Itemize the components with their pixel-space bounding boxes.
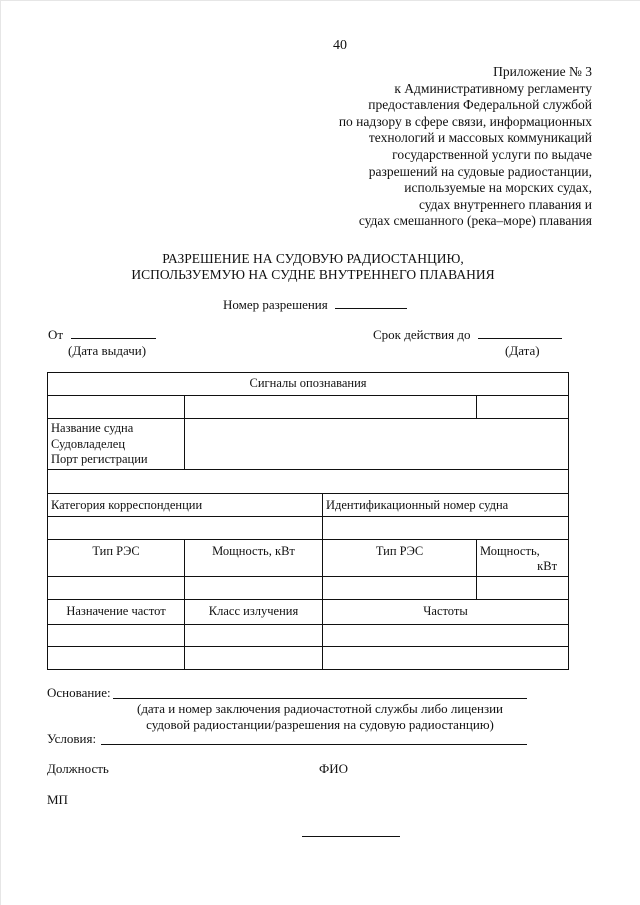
seal-label: МП [47, 792, 68, 807]
port-label: Порт регистрации [51, 452, 148, 467]
power-header-line: Мощность, [480, 543, 540, 558]
name-label: ФИО [319, 761, 349, 776]
appendix-line: государственной услуги по выдаче [392, 146, 592, 162]
page-number: 40 [333, 38, 347, 53]
freq-purpose-value[interactable] [48, 624, 185, 646]
frequencies-value[interactable] [323, 646, 569, 669]
emission-class-value[interactable] [185, 624, 323, 646]
res-type-header: Тип РЭС [323, 539, 477, 576]
res-type-header: Тип РЭС [48, 539, 185, 576]
issue-date-blank[interactable] [71, 328, 156, 339]
validity-date-caption: (Дата) [505, 343, 540, 358]
call-sign-cell[interactable] [185, 396, 477, 419]
signature-line[interactable] [302, 836, 400, 837]
emission-class-header: Класс излучения [185, 599, 323, 624]
issue-date-caption: (Дата выдачи) [68, 343, 147, 358]
issue-date-label: От [48, 327, 64, 342]
conditions-blank[interactable] [101, 744, 527, 745]
issue-date-field [48, 327, 156, 343]
correspondence-category-label: Категория корреспонденции [48, 494, 323, 517]
basis-label: Основание: [47, 685, 111, 700]
owner-label: Судовладелец [51, 436, 126, 451]
appendix-line: разрешений на судовые радиостанции, [368, 163, 592, 179]
power-value[interactable] [185, 576, 323, 599]
appendix-line: Приложение № 3 [493, 64, 592, 79]
validity-date-blank[interactable] [478, 328, 562, 339]
correspondence-category-value[interactable] [48, 517, 323, 539]
permit-number-field [223, 297, 407, 313]
appendix-line: по надзору в сфере связи, информационных [338, 113, 592, 129]
scan-edge [0, 0, 1, 905]
appendix-line: используемые на морских судах, [404, 180, 592, 196]
emission-class-value[interactable] [185, 646, 323, 669]
res-type-value[interactable] [323, 576, 477, 599]
vessel-name-label: Название судна [51, 421, 134, 436]
call-sign-cell[interactable] [48, 396, 185, 419]
frequencies-value[interactable] [323, 624, 569, 646]
basis-note-line-2: судовой радиостанции/разрешения на судовую радиостанцию) [146, 717, 494, 732]
permit-number-label: Номер разрешения [223, 297, 328, 312]
appendix-line: предоставления Федеральной службой [368, 97, 592, 113]
freq-purpose-header: Назначение частот [48, 599, 185, 624]
appendix-line: к Административному регламенту [394, 80, 592, 96]
position-label: Должность [47, 761, 109, 776]
power-header: Мощность, кВт [185, 539, 323, 576]
res-type-value[interactable] [48, 576, 185, 599]
power-header-unit: кВт [537, 559, 558, 573]
title-line-1: РАЗРЕШЕНИЕ НА СУДОВУЮ РАДИОСТАНЦИЮ, [162, 251, 464, 266]
vessel-id-label: Идентификационный номер судна [323, 494, 569, 517]
power-header [477, 539, 569, 576]
conditions-label: Условия: [47, 731, 97, 746]
title-line-2: ИСПОЛЬЗУЕМУЮ НА СУДНЕ ВНУТРЕННЕГО ПЛАВАНИЯ [131, 267, 495, 282]
blank-row[interactable] [48, 470, 569, 494]
call-signs-header: Сигналы опознавания [48, 373, 569, 396]
vessel-info-labels [48, 419, 185, 470]
appendix-line: судах смешанного (река–море) плавания [358, 213, 592, 229]
appendix-line: технологий и массовых коммуникаций [368, 130, 592, 146]
basis-note-line-1: (дата и номер заключения радиочастотной службы либо лицензии [136, 701, 504, 716]
appendix-line: судах внутреннего плавания и [418, 196, 592, 212]
document-title [0, 251, 626, 283]
call-sign-cell[interactable] [477, 396, 569, 419]
scan-edge [0, 0, 640, 1]
permit-number-blank[interactable] [335, 298, 407, 309]
validity-label: Срок действия до [373, 327, 471, 342]
validity-date-field [373, 327, 562, 343]
basis-blank[interactable] [113, 698, 527, 699]
freq-purpose-value[interactable] [48, 646, 185, 669]
basis-note [0, 701, 640, 733]
vessel-id-value[interactable] [323, 517, 569, 539]
permit-table [47, 372, 569, 670]
power-value[interactable] [477, 576, 569, 599]
appendix-block [339, 64, 592, 230]
vessel-info-value[interactable] [185, 419, 569, 470]
frequencies-header: Частоты [323, 599, 569, 624]
